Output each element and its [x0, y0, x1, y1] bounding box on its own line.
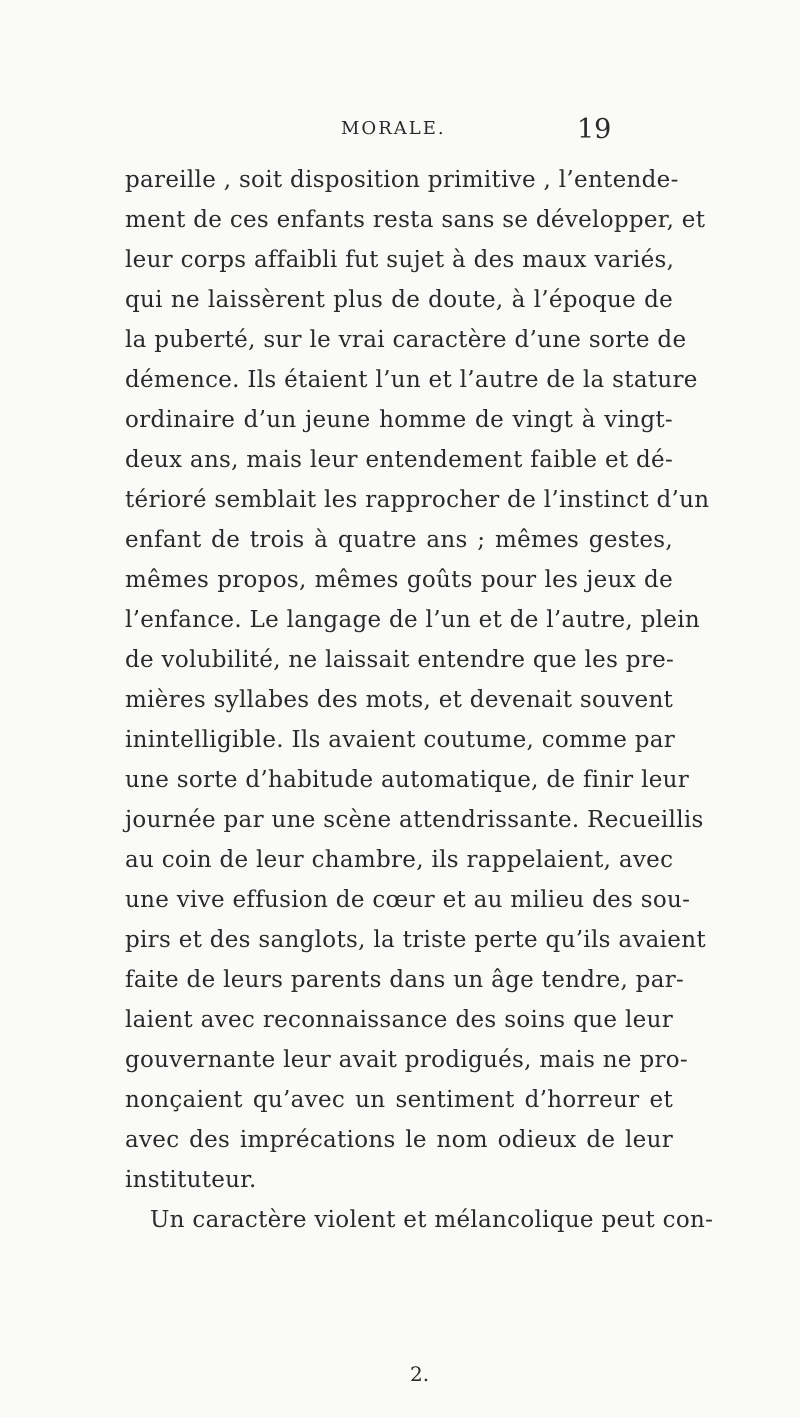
page-number: 19	[577, 114, 612, 145]
text-line: avec des imprécations le nom odieux de leur	[125, 1127, 673, 1153]
text-line: leur corps affaibli fut sujet à des maux variés,	[125, 247, 675, 273]
text-line: nonçaient qu’avec un sentiment d’horreur et	[125, 1087, 673, 1113]
text-line: ordinaire d’un jeune homme de vingt à vingt-	[125, 407, 673, 433]
text-line: enfant de trois à quatre ans ; mêmes gestes,	[125, 527, 673, 553]
running-title: MORALE.	[341, 118, 446, 139]
text-line: faite de leurs parents dans un âge tendre, par-	[125, 967, 685, 993]
text-line: journée par une scène attendrissante. Recueillis	[125, 807, 704, 833]
running-head	[0, 114, 800, 148]
text-line: une sorte d’habitude automatique, de finir leur	[125, 767, 690, 793]
text-line: pareille , soit disposition primitive , l’entende-	[125, 167, 679, 193]
signature-mark: 2.	[410, 1362, 430, 1386]
text-line: laient avec reconnaissance des soins que leur	[125, 1007, 673, 1033]
text-line: de volubilité, ne laissait entendre que les pre-	[125, 647, 675, 673]
text-line: deux ans, mais leur entendement faible et dé-	[125, 447, 674, 473]
text-line: inintelligible. Ils avaient coutume, comme par	[125, 727, 676, 753]
text-line: mêmes propos, mêmes goûts pour les jeux de	[125, 567, 673, 593]
text-line: mières syllabes des mots, et devenait souvent	[125, 687, 674, 713]
paragraph-first-line: Un caractère violent et mélancolique peut con-	[150, 1207, 714, 1233]
text-line: l’enfance. Le langage de l’un et de l’autre, plein	[125, 607, 700, 633]
text-line: pirs et des sanglots, la triste perte qu’ils avaient	[125, 927, 706, 953]
text-line: gouvernante leur avait prodigués, mais ne pro-	[125, 1047, 688, 1073]
text-line: une vive effusion de cœur et au milieu des sou-	[125, 887, 691, 913]
text-line: térioré semblait les rapprocher de l’instinct d’un	[125, 487, 710, 513]
text-line: démence. Ils étaient l’un et l’autre de la stature	[125, 367, 698, 393]
text-line: qui ne laissèrent plus de doute, à l’époque de	[125, 287, 673, 313]
text-line: instituteur.	[125, 1167, 257, 1193]
text-line: au coin de leur chambre, ils rappelaient, avec	[125, 847, 674, 873]
text-line: la puberté, sur le vrai caractère d’une sorte de	[125, 327, 687, 353]
text-line: ment de ces enfants resta sans se développer, et	[125, 207, 706, 233]
